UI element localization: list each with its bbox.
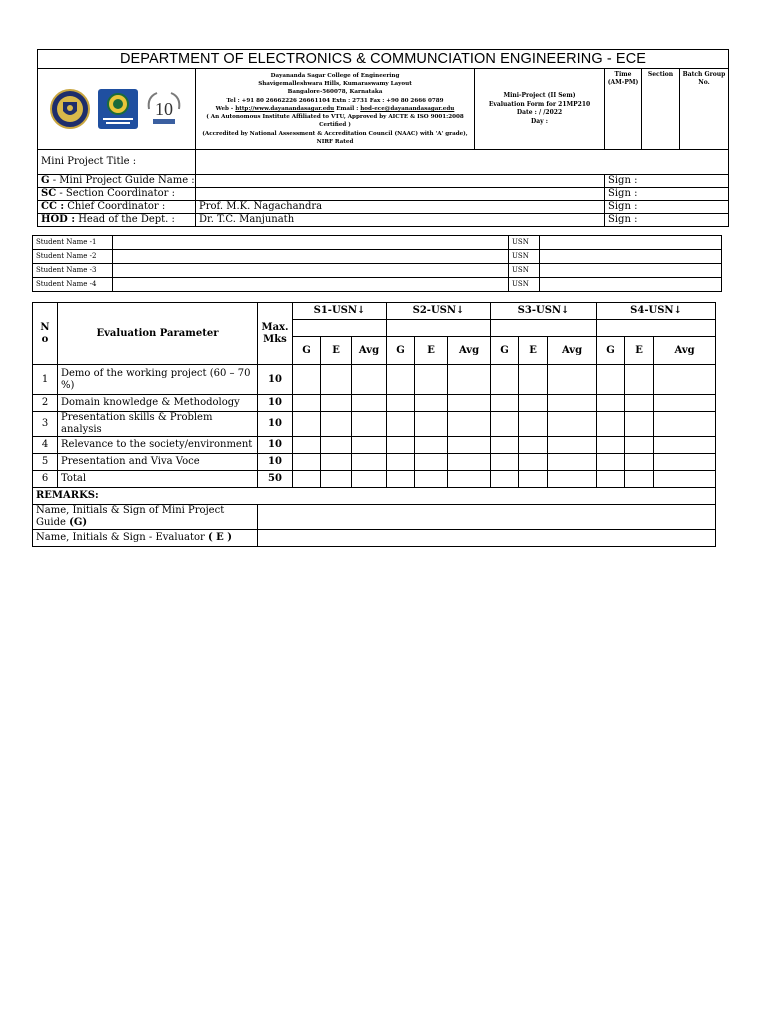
score-cell[interactable] [625,395,654,412]
section-coordinator-sign-field[interactable]: Sign : [605,188,729,201]
table-row [33,412,716,437]
score-cell[interactable] [491,395,519,412]
score-cell[interactable] [293,395,321,412]
guide-sign-field[interactable]: Sign : [605,175,729,188]
row-number: 1 [33,365,58,395]
score-cell[interactable] [597,395,625,412]
e-header: E [415,337,448,365]
score-cell[interactable] [387,471,415,488]
student-row [33,264,722,278]
max-marks: 10 [258,412,293,437]
score-cell[interactable] [654,365,716,395]
parameter-name: Presentation and Viva Voce [58,454,258,471]
evaluator-sign-field[interactable] [258,530,716,547]
score-cell[interactable] [321,454,352,471]
score-cell[interactable] [293,437,321,454]
table-row [33,437,716,454]
eval-date: Date : / /2022 [516,109,563,116]
row-number: 5 [33,454,58,471]
score-cell[interactable] [352,454,387,471]
score-cell[interactable] [415,412,448,437]
guide-sign-label: Name, Initials & Sign of Mini Project Guide (G) [33,505,258,530]
e-header: E [625,337,654,365]
score-cell[interactable] [597,454,625,471]
parameter-header: Evaluation Parameter [58,303,258,365]
student-row [33,250,722,264]
g-header: G [491,337,519,365]
score-cell[interactable] [352,395,387,412]
score-cell[interactable] [352,365,387,395]
score-cell[interactable] [448,437,491,454]
avg-header: Avg [548,337,597,365]
guide-name-field[interactable] [196,175,605,188]
evaluation-table [32,302,716,547]
score-cell[interactable] [293,471,321,488]
score-cell[interactable] [548,471,597,488]
score-cell[interactable] [548,454,597,471]
remarks-field[interactable]: REMARKS: [33,488,716,505]
score-cell[interactable] [448,395,491,412]
eval-line-1: Mini-Project (II Sem) [503,92,576,99]
score-cell[interactable] [321,395,352,412]
score-cell[interactable] [352,412,387,437]
student-name-field[interactable] [113,264,509,278]
score-cell[interactable] [415,471,448,488]
guide-label: G - Mini Project Guide Name : [38,175,196,188]
score-cell[interactable] [491,471,519,488]
web-link[interactable]: http://www.dayanandasagar.edu [235,105,335,112]
score-cell[interactable] [448,412,491,437]
score-cell[interactable] [387,412,415,437]
eval-line-2: Evaluation Form for 21MP210 [488,100,591,108]
score-cell[interactable] [548,412,597,437]
student-row [33,278,722,292]
score-cell[interactable] [387,437,415,454]
score-cell[interactable] [597,437,625,454]
g-header: G [293,337,321,365]
section-coordinator-label: SC - Section Coordinator : [38,188,196,201]
s2-usn-header: S2-USN↓ [387,303,491,320]
s3-usn-field[interactable] [491,320,597,337]
no-header: N o [33,303,58,365]
anniversary-badge-icon [145,89,183,129]
score-cell[interactable] [654,471,716,488]
max-marks: 10 [258,437,293,454]
usn-field[interactable] [540,250,722,264]
usn-label: USN [509,236,540,250]
score-cell[interactable] [625,365,654,395]
logos [38,69,196,150]
chief-coordinator-sign-field[interactable]: Sign : [605,201,729,214]
s3-usn-header: S3-USN↓ [491,303,597,320]
student-table [32,235,722,292]
evaluation-form-info [475,69,605,150]
table-row [33,454,716,471]
parameter-name: Relevance to the society/environment [58,437,258,454]
max-marks: 10 [258,454,293,471]
guide-sign-field[interactable] [258,505,716,530]
college-phone: Tel : +91 80 26662226 26661104 Extn : 2731 Fax : +90 80 2666 0789 [226,97,444,104]
score-cell[interactable] [491,454,519,471]
score-cell[interactable] [548,395,597,412]
score-cell[interactable] [625,454,654,471]
student-name-field[interactable] [113,250,509,264]
college-address-1: Shavigemalleshwara Hills, Kumaraswamy Layout [258,81,412,88]
usn-field[interactable] [540,278,722,292]
score-cell[interactable] [415,437,448,454]
usn-label: USN [509,264,540,278]
header-table [37,49,729,227]
e-header: E [519,337,548,365]
score-cell[interactable] [321,437,352,454]
score-cell[interactable] [448,365,491,395]
chief-coordinator-label: CC : Chief Coordinator : [38,201,196,214]
score-cell[interactable] [548,437,597,454]
score-cell[interactable] [597,412,625,437]
score-cell[interactable] [293,454,321,471]
hod-name: Dr. T.C. Manjunath [196,214,605,227]
score-cell[interactable] [448,454,491,471]
department-title: DEPARTMENT OF ELECTRONICS & COMMUNCIATION ENGINEERING - ECE [38,50,729,69]
score-cell[interactable] [519,471,548,488]
project-title-label: Mini Project Title : [38,150,196,175]
score-cell[interactable] [625,412,654,437]
score-cell[interactable] [387,365,415,395]
usn-label: USN [509,250,540,264]
score-cell[interactable] [519,437,548,454]
hod-label: HOD : Head of the Dept. : [38,214,196,227]
dsce-logo-icon [98,89,138,129]
usn-field[interactable] [540,236,722,250]
university-crest-icon [50,89,90,129]
college-accreditation: ( An Autonomous Institute Affiliated to VTU, Approved by AICTE & ISO 9001:2008 Certified ) [206,114,464,129]
g-header: G [597,337,625,365]
student-row [33,236,722,250]
s1-usn-field[interactable] [293,320,387,337]
section-header: Section [642,69,680,150]
s4-usn-field[interactable] [597,320,716,337]
avg-header: Avg [448,337,491,365]
student-name-field[interactable] [113,278,509,292]
chief-coordinator-name: Prof. M.K. Nagachandra [196,201,605,214]
score-cell[interactable] [415,454,448,471]
college-name: Dayananda Sagar College of Engineering [270,73,400,80]
student-name-label: Student Name -4 [33,278,113,292]
table-row [33,395,716,412]
score-cell[interactable] [321,365,352,395]
parameter-name: Domain knowledge & Methodology [58,395,258,412]
score-cell[interactable] [654,395,716,412]
g-header: G [387,337,415,365]
usn-field[interactable] [540,264,722,278]
hod-sign-field[interactable]: Sign : [605,214,729,227]
student-name-field[interactable] [113,236,509,250]
table-row [33,471,716,488]
score-cell[interactable] [448,471,491,488]
score-cell[interactable] [387,454,415,471]
s2-usn-field[interactable] [387,320,491,337]
max-marks-header: Max. Mks [258,303,293,365]
row-number: 6 [33,471,58,488]
email-link[interactable]: hod-ece@dayanandasagar.edu [360,105,455,112]
score-cell[interactable] [597,365,625,395]
evaluator-sign-label: Name, Initials & Sign - Evaluator ( E ) [33,530,258,547]
parameter-name: Demo of the working project (60 – 70 %) [58,365,258,395]
score-cell[interactable] [654,412,716,437]
college-info [196,69,475,150]
score-cell[interactable] [415,365,448,395]
web-label: Web - [215,105,236,112]
student-name-label: Student Name -1 [33,236,113,250]
s1-usn-header: S1-USN↓ [293,303,387,320]
college-address-2: Bangalore-560078, Karnataka [287,89,383,96]
max-marks: 10 [258,365,293,395]
row-number: 2 [33,395,58,412]
usn-label: USN [509,278,540,292]
avg-header: Avg [352,337,387,365]
email-label: Email : [334,105,361,112]
parameter-name: Total [58,471,258,488]
max-marks: 50 [258,471,293,488]
score-cell[interactable] [597,471,625,488]
college-web-email [197,105,473,113]
section-coordinator-name-field[interactable] [196,188,605,201]
score-cell[interactable] [352,437,387,454]
score-cell[interactable] [321,471,352,488]
score-cell[interactable] [625,471,654,488]
max-marks: 10 [258,395,293,412]
e-header: E [321,337,352,365]
time-header: Time (AM-PM) [605,69,642,150]
score-cell[interactable] [519,412,548,437]
score-cell[interactable] [293,412,321,437]
svg-text:10: 10 [154,99,173,119]
score-cell[interactable] [519,365,548,395]
score-cell[interactable] [654,454,716,471]
score-cell[interactable] [519,454,548,471]
parameter-name: Presentation skills & Problem analysis [58,412,258,437]
score-cell[interactable] [415,395,448,412]
score-cell[interactable] [491,437,519,454]
score-cell[interactable] [387,395,415,412]
score-cell[interactable] [654,437,716,454]
score-cell[interactable] [625,437,654,454]
score-cell[interactable] [548,365,597,395]
score-cell[interactable] [352,471,387,488]
s4-usn-header: S4-USN↓ [597,303,716,320]
row-number: 4 [33,437,58,454]
score-cell[interactable] [519,395,548,412]
score-cell[interactable] [491,365,519,395]
score-cell[interactable] [321,412,352,437]
batch-header: Batch Group No. [680,69,729,150]
eval-day: Day : [531,117,548,125]
avg-header: Avg [654,337,716,365]
student-name-label: Student Name -3 [33,264,113,278]
row-number: 3 [33,412,58,437]
score-cell[interactable] [293,365,321,395]
project-title-field[interactable] [196,150,729,175]
student-name-label: Student Name -2 [33,250,113,264]
table-row [33,365,716,395]
college-naac: (Accredited by National Assessment & Accreditation Council (NAAC) with 'A' grade), NIRF Rated [202,130,468,145]
score-cell[interactable] [491,412,519,437]
